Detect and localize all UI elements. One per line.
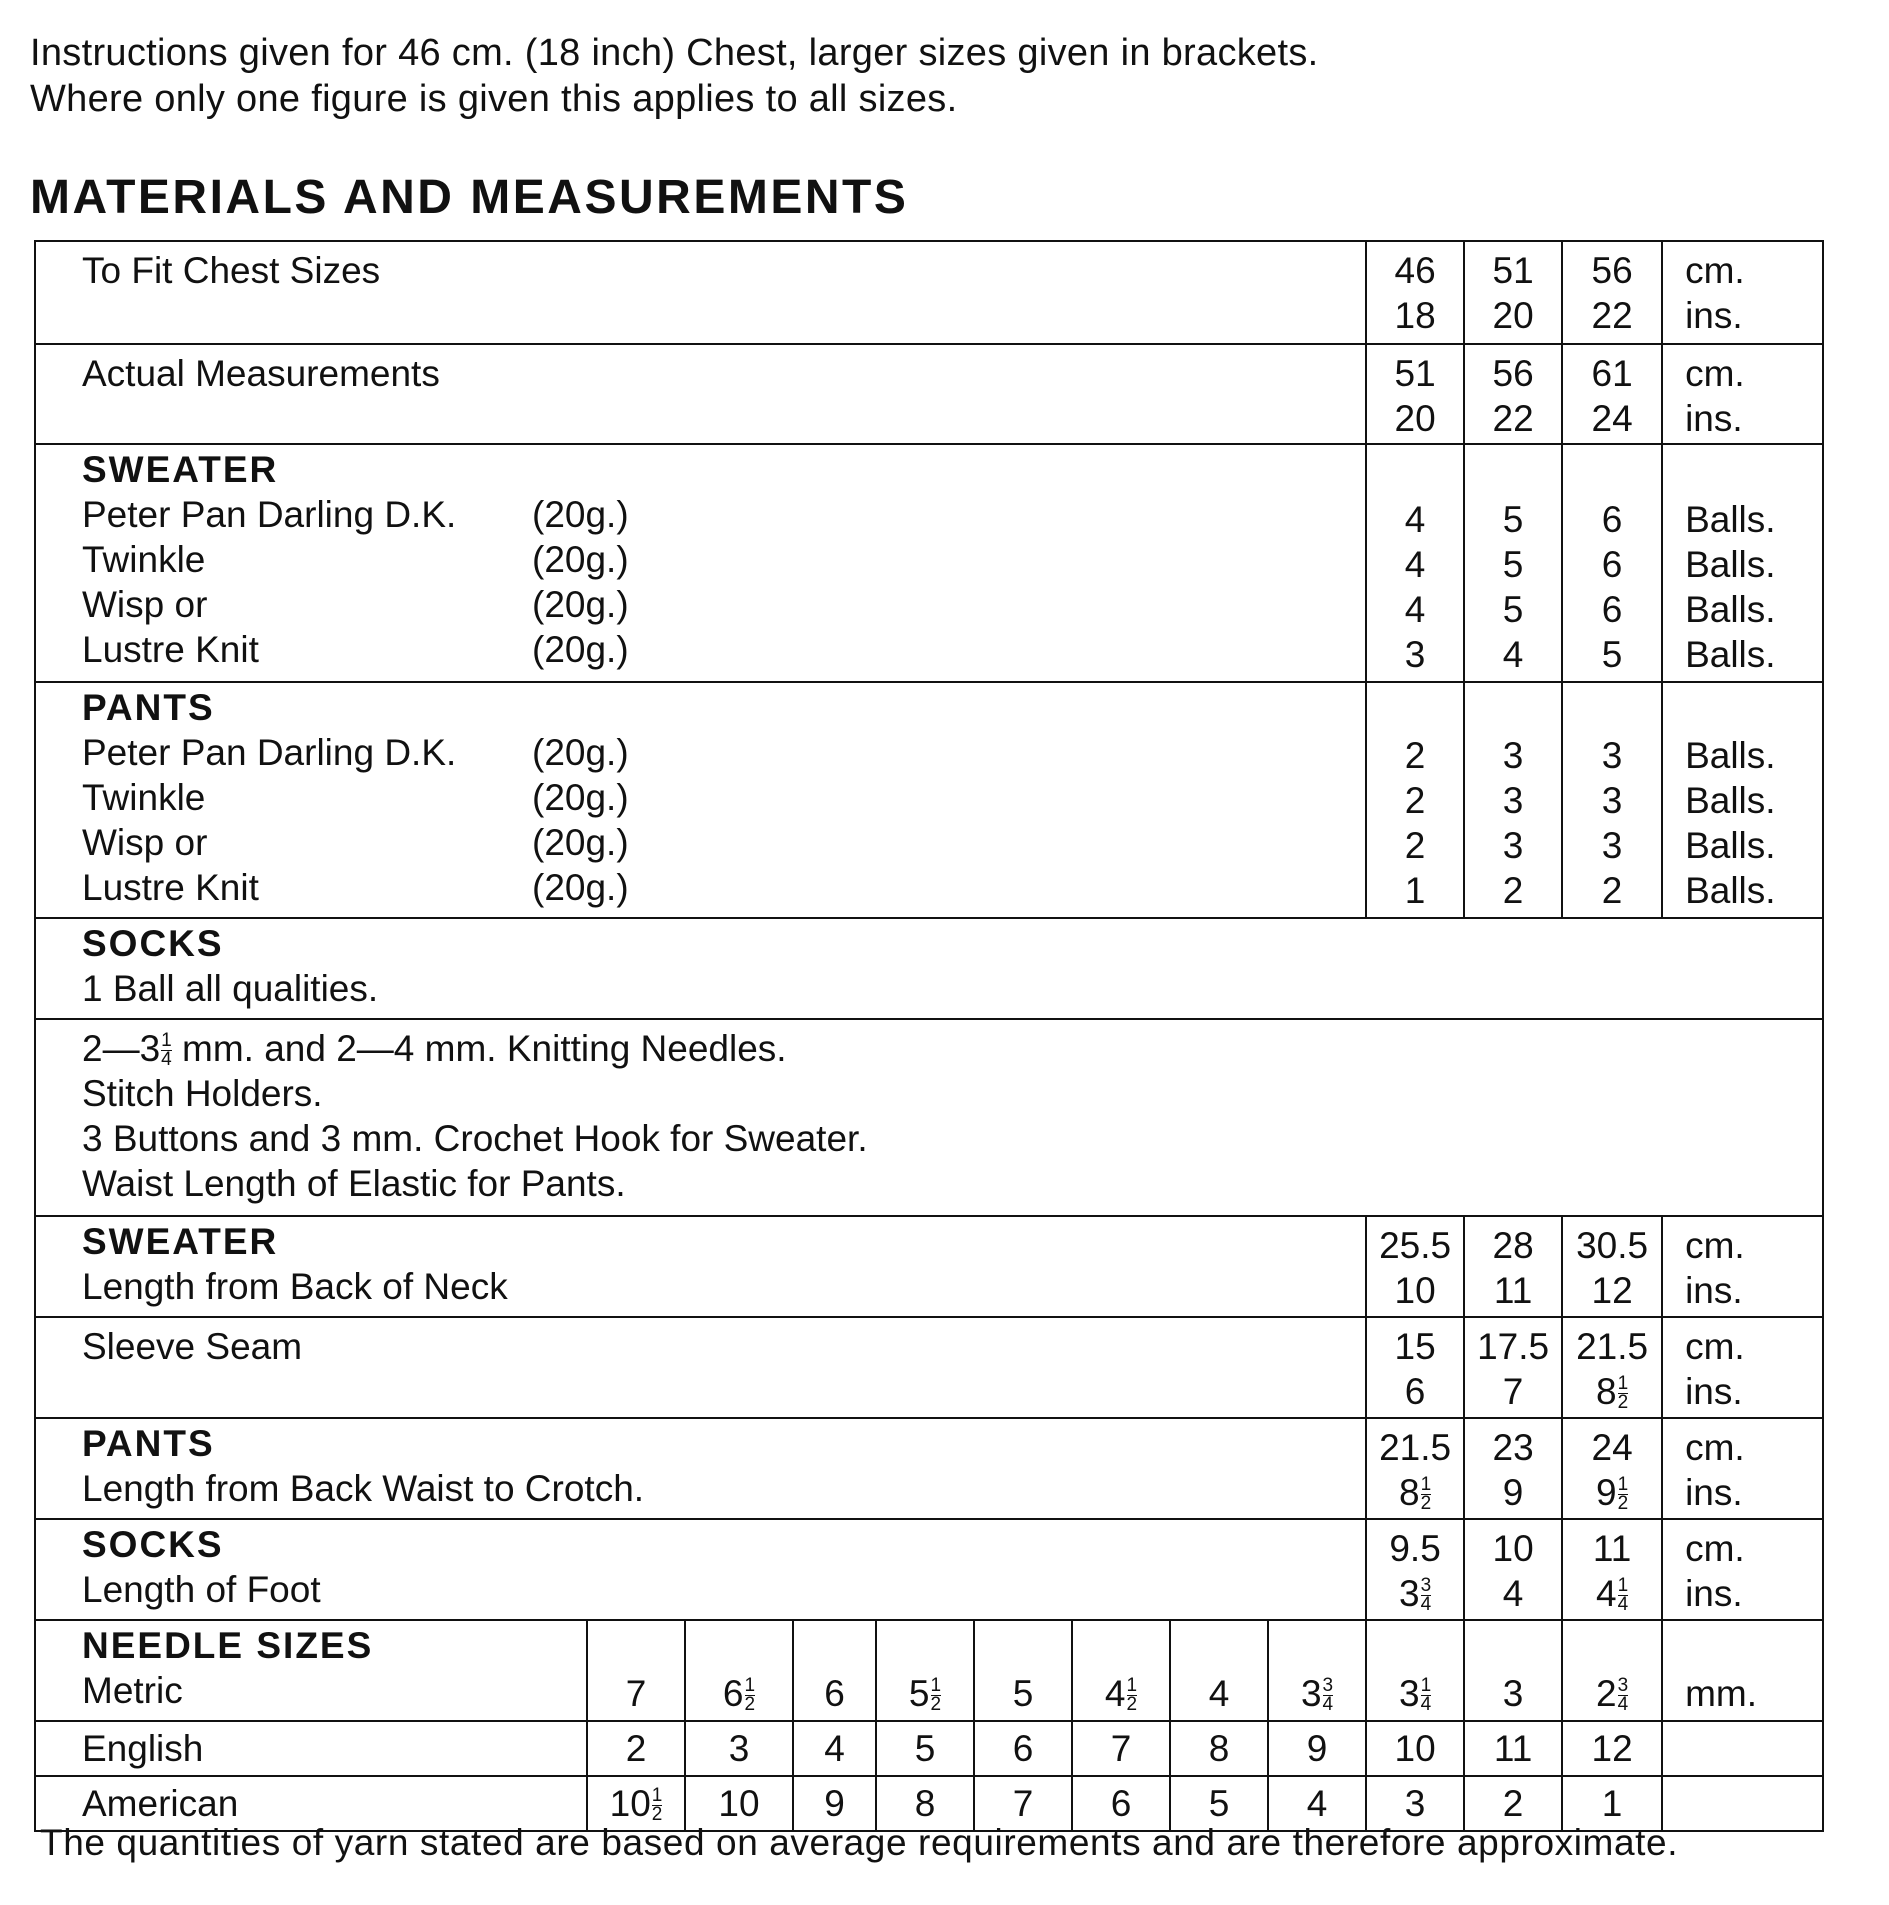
length-cm: 9.5: [1389, 1528, 1441, 1569]
frac-den: 2: [651, 1804, 663, 1825]
needle-value: 3: [1300, 1673, 1322, 1714]
frac-num: 1: [1617, 1373, 1629, 1394]
needles-text-b: mm. and 2—4 mm. Knitting Needles.: [171, 1028, 787, 1069]
length-ins: 4: [1502, 1573, 1524, 1614]
fraction: [1618, 1577, 1629, 1614]
needle-metric-9: [1366, 1620, 1464, 1721]
needle-value: 4: [1208, 1673, 1230, 1714]
balls-value: 3: [1404, 634, 1426, 675]
fraction: [745, 1677, 756, 1714]
needle-value: 2: [1596, 1673, 1617, 1714]
yarn-item: [82, 492, 1365, 537]
actual-cm-2: 56: [1492, 353, 1534, 394]
chest-cm-2: 51: [1492, 250, 1534, 291]
row-extras: [35, 1019, 1823, 1216]
balls-value: 4: [1404, 589, 1426, 630]
frac-num: 1: [1617, 1575, 1629, 1596]
sweater-yarn-size-2: [1464, 444, 1562, 682]
pants-length-label: Length from Back Waist to Crotch.: [82, 1468, 645, 1509]
yarn-item: [82, 627, 1365, 672]
needle-value: 3: [728, 1728, 750, 1769]
actual-label-cell: [35, 344, 1366, 444]
needle-metric-5: [974, 1620, 1072, 1721]
fraction: [161, 1032, 172, 1069]
yarn-weight: (20g.): [532, 822, 629, 863]
yarn-item: [82, 582, 1365, 627]
sleeve-size-1: [1366, 1317, 1464, 1418]
needles-metric-unit: [1662, 1620, 1823, 1721]
row-pants-length: [35, 1418, 1823, 1519]
needle-english: [685, 1721, 793, 1776]
needles-english-label: English: [82, 1728, 204, 1769]
actual-cm-1: 51: [1394, 353, 1436, 394]
needle-value: 8: [1208, 1728, 1230, 1769]
needle-metric-10: [1464, 1620, 1562, 1721]
actual-size-1: [1366, 344, 1464, 444]
needle-value: 2: [1502, 1783, 1524, 1824]
yarn-item: [82, 820, 1365, 865]
needle-value: 9: [1306, 1728, 1328, 1769]
socks-length-label-cell: [35, 1519, 1366, 1620]
length-ins: [1563, 1369, 1661, 1414]
frac-den: 4: [1420, 1694, 1432, 1715]
yarn-item: [82, 730, 1365, 775]
length-ins: 12: [1591, 1270, 1633, 1311]
length-ins: 9: [1502, 1472, 1524, 1513]
chest-size-3: [1562, 241, 1662, 344]
row-sleeve-seam: [35, 1317, 1823, 1418]
sweater-length-label: Length from Back of Neck: [82, 1266, 508, 1307]
frac-den: 2: [1420, 1493, 1432, 1514]
length-ins: 6: [1404, 1371, 1426, 1412]
balls-value: 2: [1404, 780, 1426, 821]
unit-mm: mm.: [1685, 1673, 1758, 1714]
needle-english: [1366, 1721, 1464, 1776]
frac-num: 1: [1420, 1474, 1432, 1495]
row-chest-sizes: [35, 241, 1823, 344]
balls-value: 3: [1601, 780, 1623, 821]
needle-metric-4: [876, 1620, 974, 1721]
frac-num: 1: [1126, 1675, 1138, 1696]
balls-value: 3: [1601, 825, 1623, 866]
balls-value: 2: [1404, 825, 1426, 866]
yarn-name: Twinkle: [82, 539, 206, 580]
pants-yarn-heading: PANTS: [82, 687, 215, 728]
needles-text-a: 2—3: [82, 1028, 161, 1069]
socks-yarn-text: 1 Ball all qualities.: [82, 968, 379, 1009]
needles-metric-label: Metric: [82, 1670, 183, 1711]
unit-cm: cm.: [1685, 250, 1745, 291]
needle-value: 4: [1306, 1783, 1328, 1824]
needle-value: 7: [625, 1673, 647, 1714]
row-pants-yarn: [35, 682, 1823, 918]
row-socks-yarn: [35, 918, 1823, 1019]
frac-num: 3: [1322, 1675, 1334, 1696]
needle-value: 6: [824, 1673, 845, 1714]
yarn-name: Wisp or: [82, 822, 208, 863]
sweater-length-size-2: [1464, 1216, 1562, 1317]
chest-ins-1: 18: [1394, 295, 1436, 336]
unit-cm: cm.: [1685, 1528, 1745, 1569]
footnote: The quantities of yarn stated are based on average requirements and are therefore approximate.: [40, 1822, 1679, 1863]
frac-den: 2: [1617, 1493, 1629, 1514]
needle-metric-6: [1072, 1620, 1170, 1721]
needle-value: 1: [1601, 1783, 1623, 1824]
sweater-length-size-1: [1366, 1216, 1464, 1317]
yarn-weight: (20g.): [532, 732, 629, 773]
balls-value: 4: [1502, 634, 1524, 675]
intro-line-1: Instructions given for 46 cm. (18 inch) Chest, larger sizes given in brackets.: [30, 32, 1319, 74]
chest-ins-3: 22: [1591, 295, 1633, 336]
sweater-length-size-3: [1562, 1216, 1662, 1317]
yarn-name: Peter Pan Darling D.K.: [82, 494, 457, 535]
chest-label: To Fit Chest Sizes: [82, 250, 381, 291]
needle-value: 12: [1591, 1728, 1633, 1769]
needle-english: [1562, 1721, 1662, 1776]
row-sweater-yarn: [35, 444, 1823, 682]
unit-ins: ins.: [1685, 1270, 1743, 1311]
yarn-name: Lustre Knit: [82, 867, 259, 908]
length-ins: [1563, 1571, 1661, 1616]
actual-units: [1662, 344, 1823, 444]
fraction: [1421, 1577, 1432, 1614]
frac-num: 1: [744, 1675, 756, 1696]
sweater-yarn-size-3: [1562, 444, 1662, 682]
needles-metric-label-cell: [35, 1620, 587, 1721]
pants-yarn-label-cell: [35, 682, 1366, 918]
length-cm: 15: [1394, 1326, 1436, 1367]
unit-balls: Balls.: [1685, 499, 1776, 540]
frac-num: 1: [1420, 1675, 1432, 1696]
actual-ins-1: 20: [1394, 398, 1436, 439]
length-ins: [1563, 1470, 1661, 1515]
yarn-name: Twinkle: [82, 777, 206, 818]
yarn-item: [82, 865, 1365, 910]
fraction: [1421, 1677, 1432, 1714]
ins-whole: 3: [1399, 1573, 1420, 1614]
needle-english: [1170, 1721, 1268, 1776]
yarn-weight: (20g.): [532, 777, 629, 818]
balls-value: 6: [1601, 589, 1623, 630]
needle-metric-8: [1268, 1620, 1366, 1721]
row-needles-metric: [35, 1620, 1823, 1721]
balls-value: 3: [1502, 780, 1524, 821]
sweater-length-units: [1662, 1216, 1823, 1317]
socks-yarn-cell: [35, 918, 1823, 1019]
needle-value: 4: [824, 1728, 845, 1769]
yarn-item: [82, 537, 1365, 582]
chest-cm-3: 56: [1591, 250, 1633, 291]
needle-value: 8: [914, 1783, 936, 1824]
length-ins: 7: [1502, 1371, 1524, 1412]
frac-den: 2: [1617, 1392, 1629, 1413]
pants-length-size-1: [1366, 1418, 1464, 1519]
needle-english: [587, 1721, 685, 1776]
needle-value: 2: [625, 1728, 647, 1769]
sleeve-size-3: [1562, 1317, 1662, 1418]
unit-balls: Balls.: [1685, 544, 1776, 585]
length-cm: 10: [1492, 1528, 1534, 1569]
needle-metric-1: [587, 1620, 685, 1721]
socks-length-label: Length of Foot: [82, 1569, 321, 1610]
length-cm: 21.5: [1379, 1427, 1452, 1468]
frac-den: 4: [1617, 1694, 1629, 1715]
yarn-weight: (20g.): [532, 494, 629, 535]
length-ins: [1367, 1571, 1463, 1616]
ins-whole: 4: [1596, 1573, 1617, 1614]
fraction: [931, 1677, 942, 1714]
balls-value: 3: [1601, 735, 1623, 776]
socks-length-heading: SOCKS: [82, 1524, 224, 1565]
needles-english-label-cell: [35, 1721, 587, 1776]
length-ins: [1367, 1470, 1463, 1515]
needle-metric-11: [1562, 1620, 1662, 1721]
needles-american-label: American: [82, 1783, 239, 1824]
unit-cm: cm.: [1685, 353, 1745, 394]
fraction: [652, 1787, 663, 1824]
balls-value: 2: [1601, 870, 1623, 911]
pants-length-size-2: [1464, 1418, 1562, 1519]
needle-value: 5: [1012, 1673, 1034, 1714]
balls-value: 2: [1404, 735, 1426, 776]
needle-value: 10: [609, 1783, 651, 1824]
unit-balls: Balls.: [1685, 589, 1776, 630]
frac-den: 4: [1617, 1594, 1629, 1615]
extras-cell: [35, 1019, 1823, 1216]
pants-yarn-size-1: [1366, 682, 1464, 918]
row-actual-measurements: [35, 344, 1823, 444]
unit-ins: ins.: [1685, 398, 1743, 439]
yarn-name: Wisp or: [82, 584, 208, 625]
unit-ins: ins.: [1685, 1573, 1743, 1614]
frac-num: 1: [161, 1030, 172, 1051]
needle-english: [974, 1721, 1072, 1776]
ins-whole: 8: [1399, 1472, 1420, 1513]
unit-balls: Balls.: [1685, 634, 1776, 675]
needle-value: 7: [1110, 1728, 1132, 1769]
sweater-length-heading: SWEATER: [82, 1221, 279, 1262]
balls-value: 6: [1601, 499, 1623, 540]
frac-den: 4: [161, 1049, 172, 1070]
intro-text: [30, 30, 1319, 122]
frac-num: 1: [1617, 1474, 1629, 1495]
frac-den: 2: [930, 1694, 942, 1715]
pants-length-label-cell: [35, 1418, 1366, 1519]
sleeve-size-2: [1464, 1317, 1562, 1418]
needle-english: [1072, 1721, 1170, 1776]
balls-value: 5: [1502, 589, 1524, 630]
needles-heading: NEEDLE SIZES: [82, 1625, 374, 1666]
chest-ins-2: 20: [1492, 295, 1534, 336]
frac-den: 2: [744, 1694, 756, 1715]
needle-value: 6: [1110, 1783, 1132, 1824]
frac-num: 3: [1420, 1575, 1432, 1596]
yarn-name: Peter Pan Darling D.K.: [82, 732, 457, 773]
materials-table: [34, 240, 1824, 1832]
needle-value: 3: [1502, 1673, 1524, 1714]
unit-cm: cm.: [1685, 1326, 1745, 1367]
pants-yarn-units: [1662, 682, 1823, 918]
ins-whole: 9: [1596, 1472, 1617, 1513]
row-sweater-length: [35, 1216, 1823, 1317]
needles-english-empty: [1662, 1721, 1823, 1776]
ins-whole: 8: [1596, 1371, 1617, 1412]
yarn-weight: (20g.): [532, 629, 629, 670]
actual-ins-3: 24: [1591, 398, 1633, 439]
frac-den: 4: [1420, 1594, 1432, 1615]
sleeve-label-cell: [35, 1317, 1366, 1418]
balls-value: 4: [1404, 544, 1426, 585]
fraction: [1421, 1476, 1432, 1513]
fraction: [1618, 1677, 1629, 1714]
frac-num: 1: [651, 1785, 663, 1806]
needle-metric-2: [685, 1620, 793, 1721]
unit-ins: ins.: [1685, 1472, 1743, 1513]
needle-value: 3: [1404, 1783, 1426, 1824]
needle-value: 9: [824, 1783, 845, 1824]
extras-line-2: Stitch Holders.: [82, 1073, 323, 1114]
unit-balls: Balls.: [1685, 780, 1776, 821]
pants-length-size-3: [1562, 1418, 1662, 1519]
actual-label: Actual Measurements: [82, 353, 440, 394]
balls-value: 3: [1502, 735, 1524, 776]
sweater-yarn-size-1: [1366, 444, 1464, 682]
socks-length-size-1: [1366, 1519, 1464, 1620]
yarn-name: Lustre Knit: [82, 629, 259, 670]
needle-value: 5: [908, 1673, 930, 1714]
length-cm: 17.5: [1477, 1326, 1550, 1367]
balls-value: 1: [1404, 870, 1426, 911]
fraction: [1618, 1375, 1629, 1412]
sweater-yarn-heading: SWEATER: [82, 449, 279, 490]
frac-den: 4: [1322, 1694, 1334, 1715]
row-needles-english: [35, 1721, 1823, 1776]
intro-line-2: Where only one figure is given this applies to all sizes.: [30, 78, 958, 120]
needle-metric-3: [793, 1620, 876, 1721]
extras-line-3: 3 Buttons and 3 mm. Crochet Hook for Sweater.: [82, 1118, 868, 1159]
needle-value: 3: [1399, 1673, 1420, 1714]
actual-size-2: [1464, 344, 1562, 444]
balls-value: 6: [1601, 544, 1623, 585]
needle-value: 5: [914, 1728, 936, 1769]
yarn-item: [82, 775, 1365, 820]
chest-cm-1: 46: [1394, 250, 1436, 291]
needle-value: 6: [1012, 1728, 1034, 1769]
length-cm: 11: [1592, 1528, 1632, 1569]
row-socks-length: [35, 1519, 1823, 1620]
unit-cm: cm.: [1685, 1225, 1745, 1266]
needle-value: 4: [1104, 1673, 1126, 1714]
balls-value: 4: [1404, 499, 1426, 540]
length-ins: 11: [1493, 1270, 1533, 1311]
section-title: MATERIALS AND MEASUREMENTS: [30, 171, 909, 224]
pants-length-units: [1662, 1418, 1823, 1519]
fraction: [1618, 1476, 1629, 1513]
chest-label-cell: [35, 241, 1366, 344]
yarn-weight: (20g.): [532, 584, 629, 625]
unit-ins: ins.: [1685, 295, 1743, 336]
balls-value: 5: [1502, 544, 1524, 585]
pants-yarn-size-2: [1464, 682, 1562, 918]
unit-balls: Balls.: [1685, 735, 1776, 776]
needle-value: 10: [718, 1783, 760, 1824]
frac-den: 2: [1126, 1694, 1138, 1715]
socks-length-units: [1662, 1519, 1823, 1620]
unit-cm: cm.: [1685, 1427, 1745, 1468]
chest-size-2: [1464, 241, 1562, 344]
needles-american-empty: [1662, 1776, 1823, 1831]
needle-value: 6: [722, 1673, 744, 1714]
needle-value: 5: [1208, 1783, 1230, 1824]
extras-needles: [82, 1026, 1822, 1071]
yarn-weight: (20g.): [532, 867, 629, 908]
length-cm: 21.5: [1576, 1326, 1649, 1367]
balls-value: 5: [1601, 634, 1623, 675]
yarn-weight: (20g.): [532, 539, 629, 580]
sweater-yarn-units: [1662, 444, 1823, 682]
socks-yarn-heading: SOCKS: [82, 923, 224, 964]
length-cm: 30.5: [1576, 1225, 1649, 1266]
sleeve-label: Sleeve Seam: [82, 1326, 303, 1367]
length-cm: 23: [1492, 1427, 1534, 1468]
length-ins: 10: [1394, 1270, 1436, 1311]
needle-value: 7: [1012, 1783, 1034, 1824]
chest-size-1: [1366, 241, 1464, 344]
pants-yarn-size-3: [1562, 682, 1662, 918]
extras-line-4: Waist Length of Elastic for Pants.: [82, 1163, 626, 1204]
balls-value: 2: [1502, 870, 1524, 911]
needle-english: [793, 1721, 876, 1776]
balls-value: 3: [1502, 825, 1524, 866]
frac-num: 1: [930, 1675, 942, 1696]
actual-cm-3: 61: [1591, 353, 1633, 394]
socks-length-size-3: [1562, 1519, 1662, 1620]
frac-num: 3: [1617, 1675, 1629, 1696]
length-cm: 25.5: [1379, 1225, 1452, 1266]
unit-ins: ins.: [1685, 1371, 1743, 1412]
unit-balls: Balls.: [1685, 825, 1776, 866]
needle-english: [1268, 1721, 1366, 1776]
needle-value: 10: [1394, 1728, 1436, 1769]
actual-size-3: [1562, 344, 1662, 444]
balls-value: 5: [1502, 499, 1524, 540]
length-cm: 24: [1591, 1427, 1633, 1468]
socks-length-size-2: [1464, 1519, 1562, 1620]
actual-ins-2: 22: [1492, 398, 1534, 439]
sweater-length-label-cell: [35, 1216, 1366, 1317]
pants-length-heading: PANTS: [82, 1423, 215, 1464]
sleeve-units: [1662, 1317, 1823, 1418]
needle-metric-7: [1170, 1620, 1268, 1721]
needle-english: [876, 1721, 974, 1776]
needle-english: [1464, 1721, 1562, 1776]
unit-balls: Balls.: [1685, 870, 1776, 911]
chest-units: [1662, 241, 1823, 344]
length-cm: 28: [1492, 1225, 1534, 1266]
needle-value: 11: [1493, 1728, 1533, 1769]
fraction: [1323, 1677, 1334, 1714]
sweater-yarn-label-cell: [35, 444, 1366, 682]
fraction: [1127, 1677, 1138, 1714]
